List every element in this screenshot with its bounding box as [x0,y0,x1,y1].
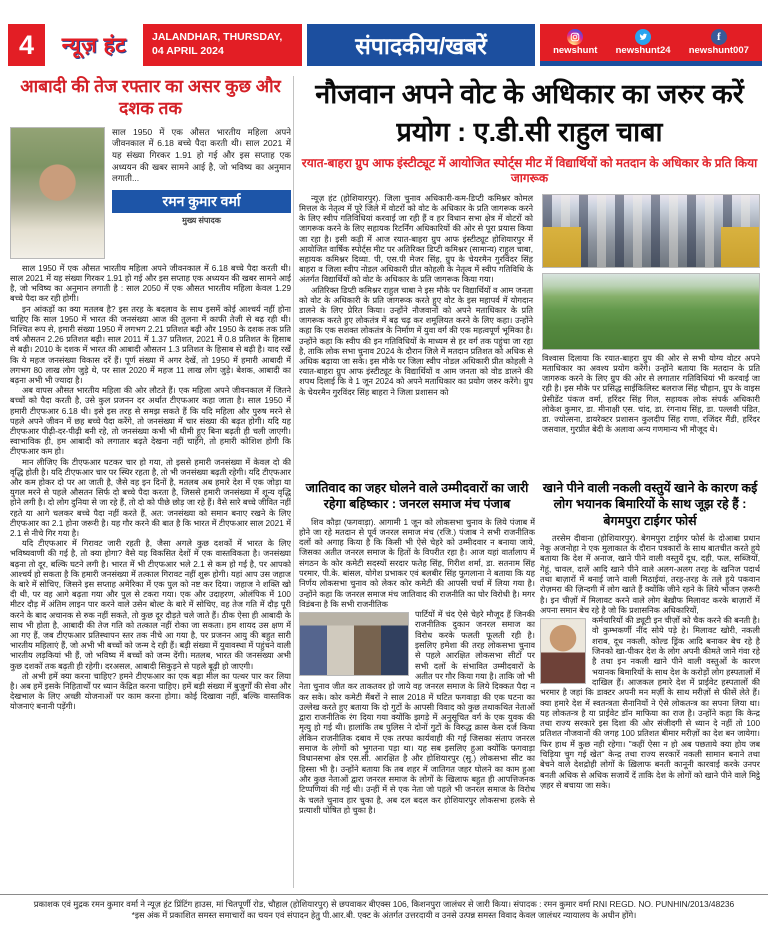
page-number: 4 [8,24,45,66]
instagram-handle: newshunt [553,45,598,57]
lead-continuation: विश्वास दिलाया कि रयात-बाहरा ग्रुप की ओर से सभी योग्य वोटर अपने मताधिकार का अवश्य प्रयोग करेंगे। उन्होंने बताया कि मतदान के प्रति जागरुक करने के लिए ग्रुप की ओर से लगातार गतिविधियां भी करवाई जा रही है। इस मौके पर प्रसिद्ध साईकिलिस्ट बलराज सिंह चौहान, ग्रुप के वाइस प्रेसीडेंट पंकज वर्मा, हरिंदर सिंह गिल, सहायक लोक संपर्क अधिकारी लोकेश कुमार, डा. मीनाक्षी एस. चांद, डा. रंगनाथ सिंह, डा. पल्लवी पंडित, डा. ज्योत्सना, डायरेक्टर प्रशासन कुलदीप सिंह राणा, रजिंदर मैंडी, हरिंदर जसवाल, गुरप्रीत बेदी के अलावा अन्य गणमान्य भी मौजूद थे। [542,353,760,435]
body-paragraph: तरसेम दीवाना (होशियारपुर). बेगमपुरा टाईगर फोर्स के दोआबा प्रधान नेकू अजनोहा ने एक मुलाकात के दौरान पत्रकारों के साथ बातचीत करते हुये बताया कि देश में अनाज, खाने पीने वाली वस्तुयें दूध, दही, फल, सब्जियों, गेहूं, चावल, दालें आदि खाने पीने वाले अलग-अलग तरह के खनिज पदार्थ तथा बाज़ारों में बनाई जाने वाली मिठाईयां, तरह-तरह के तले हुये पकवान रोज़मरा की ज़िन्दगी में लोग खाते हैं क्योंकि जीने रहने के लिये भोजन ज़रूरी है। इन चीज़ों में मिलावट करने वाले लोग बेख़ौफ मिलावट करके बाज़ारों में अपना समान बेच रहे है जो कि प्रशासनिक अधिकारियों, [540,533,760,615]
body-paragraph: न्यूज़ हंट (होशियारपुर). जिला चुनाव अधिकारी-कम-डिप्टी कमिश्नर कोमल मित्तल के नेतृत्व में पूरे जिले में वोटरों को वोट के अधिकार के प्रति जागरूक करने के लिए स्वीप गतिविधियां करवाई जा रही हैं व हर विधान सभा क्षेत्र में वोटरों को जागरूक करने के लिए सहायक रिटर्निंग अधिकारियों की ओर से पूरा प्रयास किया जा रहा है। इसी कड़ी में आज रयात-बाहरा ग्रुप आफ इंस्टीट्यूट होशियारपुर में आयोजित वार्षिक स्पोर्ट्स मीट पर अतिरिक्त डिप्टी कमिश्नर (सामान्य) राहुल चाबा, सहायक कमिश्नर दिव्या. पी, एस.पी मेजर सिंह, ग्रुप के चेयरमैन गुरविंदर सिंह बाहरा व जिला स्वीप नोडल अधिकारी प्रीत कोहली के नेतृत्व में स्वीप गतिविधि के अंतर्गत विद्यार्थियों को वोट के अधिकार के प्रति जागरूक किया गया। [299,193,533,285]
editorial-body [10,264,291,713]
imprint-footer [0,894,768,921]
imprint-line1: प्रकाशक एवं मुद्रक रमन कुमार वर्मा ने न्यूज़ हंट प्रिंटिंग हाउस, मां चितपूर्णी रोड, चौहाल (होशियारपुर) से छपवाकर बीएक्स 106, किशनपुरा जालंधर से जारी किया। संपादक : रमन कुमार वर्मा RNI REGD. NO. PUNHIN/2013/48236 [33,899,735,909]
body-paragraph: मान लीजिए कि टीएफआर घटकर चार हो गया, तो इससे हमारी जनसंख्या में केवल दो की वृद्धि होती है। यदि टीएफआर चार पर स्थिर रहता है, तो भी जनसंख्या बढ़ती रहेगी। यदि टीएफआर और कम होकर दो पर आ जाती है, जैसे वह इन दिनों है, मतलब अब हमारे देश में एक जोड़ा या युगल मरने से पहले औसतन सिर्फ दो बच्चे पैदा करता है, जिससे हमारी जनसंख्या में शून्य वृद्धि होने लगी है। दो लोग दुनिया से जा रहे हैं, तो दो को पीछे छोड़ जा रहे हैं। वैसे सारे बच्चे जीवित नहीं रहते या आगे चलकर बच्चे पैदा नहीं करते हैं, अत: जनसंख्या को समान बनाए रखने के लिए टीएफआर का 2.1 होना जरूरी है। यह गौर करने की बात है कि भारत में टीएफआर साल 2021 में 2.1 से नीचे गिर गया है। [10,457,291,539]
twitter-handle: newshunt24 [615,45,671,57]
body-paragraph: पार्टियों में चंद ऐसे चेहरे मौजूद हैं जिनकी राजनीतिक दुकान जनरल समाज का विरोध करके फलती फूलती रही है। इसलिए हमेशा की तरह लोकसभा चुनाव से पहले आरक्षित लोकसभा सीटों पर सभी दलों के संभावित उम्मीदवारों के अतीत पर गौर किया गया है। ताकि जो भी नेता चुनाव जीत कर ताकतवर हो जाये वह जनरल समाज के लिये दिक्कत पैदा न कर सके। कोर कमेटी मैंबरों ने साल 2018 में घटित फगवाड़ा की एक घटना का उल्लेख करते हुए बताया कि दो गुटों के आपसी विवाद को कुछ तथाकथित नेताओं द्वारा राजनीतिक रंग दिया गया क्योंकि झगड़े में अनुसूचित वर्ग के एक युवक की मृत्यु हो गई थी। हालांकि तब पुलिस ने दोनों गुटों के विरुद्ध क्रास केस दर्ज किया लेकिन राजनीतिक दबाव में एक तरफा कार्यवाही की गई जिसका संताप जनरल समाज के लोगों को भुगतना पड़ा था। यह सब इसलिए हुआ क्योंकि फगवाड़ा विधानसभा क्षेत्र एस.सी. आरक्षित है और होशियारपुर (सु.) लोकसभा सीट का हिस्सा भी है। उन्होंने बताया कि तब शहर में जातिगत जहर घोलने का काम हुआ और कुछ नेताओं द्वारा जनरल समाज के लोगों के खिलाफ बहुत ही आपत्तिजनक टिप्पणियां की गई थी। उन्हीं में से एक नेता जो पहले भी जनरल समाज के विरोध के चलते चुनाव हार चुका है, अब दल बदल कर होशियारपुर लोकसभा हलके से प्रत्याशी घोषित हो चुका है। [299,610,535,815]
committee-members-photo [299,612,409,676]
body-paragraph: शिव कौड़ा (फगवाड़ा). आगामी 1 जून को लोकसभा चुनाव के लिये पंजाब में होने जा रहे मतदान से पूर्व जनरल समाज मंच (रजि.) पंजाब ने सभी राजनीतिक दलों को अगाह किया है कि किसी भी ऐसे चेहरे को उम्मीदवार न बनाया जाये, जिसका अतीत जनरल समाज के हितों के विपरीत रहा है। आज यहां वार्तालाप में संगठन के कोर कमेटी सदस्यों सरदार फतेह सिंह, गिरीश शर्मा, डा. सतनाम सिंह परमार, पी.के. बांसल, योगेश प्रभाकर एवं बलबीर सिंह फुगलाना ने बताया कि यह निर्णय लोकसभा चुनाव को लेकर कोर कमेटी की आपसी चर्चा में लिया गया है। उन्होंने कहा कि जनरल समाज मंच जातिवाद की राजनीति का घोर विरोधी है। मगर विडंबना है कि सभी राजनीतिक [299,517,535,609]
body-paragraph: अतिरिक्त डिप्टी कमिश्नर राहुल चाबा ने इस मौके पर विद्यार्थियों व आम जनता को वोट के अधिकारी के प्रति जागरूक करते हुए वोट के इस महापर्व में योगदान डालने के लिए प्रेरित किया। उन्होंने नौजवानों को अपने मताधिकार के प्रति जागरूक करते हुए लोकतंत्र में बढ़ चढ़ कर शमूलियत करने के लिए कहा। उन्होंने कहा कि एक सशक्त लोकतंत्र के निर्माण में युवा वर्ग की एक महत्वपूर्ण भूमिका है। उन्होंने कहा कि स्वीप की इन गतिविधियों के माध्यम से हर वर्ग तक पहुंचा जा रहा है, ताकि लोक सभा चुनाव 2024 के दौरान जिले में मतदान प्रतिशत को अधिक से अधिक बढ़ाया जा सके। इस मौके पर जिला स्वीप नोडल अधिकारी प्रीत कोहली ने रयात-बाहरा ग्रुप आफ इंस्टीट्यूट के विद्यार्थियों व आम जनता को वोड डालने की शपथ दिलाई कि वे 1 जून 2024 को अपने मताधिकार का प्रयोग जरुर करेंगे। ग्रुप के चेयरमैन गुरविंदर सिंह बाहरा ने जिला प्रशासन को [299,285,533,397]
section-title: संपादकीय/खबरें [307,24,535,66]
body-paragraph: यदि टीएफआर में गिरावट जारी रहती है, जैसा अगले कुछ दशकों में भारत के लिए भविष्यवाणी की गई है, तो क्या होगा? वैसे यह विकसित देशों में एक वास्तविकता है। जनसंख्या बढ़ना तो दूर, बल्कि घटने लगी है। भारत में भी टीएफआर भले 2.1 से कम हो गई है, पर आपको आश्चर्य हो सकता है कि हमारी जनसंख्या में तत्काल गिरावट नहीं शुरू होगी। यहां आप उस जहाज के बारे में सोचिए, जिसने इस सप्ताह अमेरिका में एक पुल को नष्ट कर दिया। जहाज ने शक्ति खो दी थी, पर वह आगे बढ़ता गया और पुल से टकरा गया। एक और उदाहरण, ओलंपिक में 100 मीटर दौड़ में अंतिम लाइन पार करने वाले उसेन बोल्ट के बारे में सोचिए, वह तेज गति में दौड़ पूरी करने के बाद अचानक से रुक नहीं सकते, तो कुछ दूर दौड़ते चले जाते हैं। ठीक ऐसा ही आबादी के साथ भी होता है, आबादी की तेज गति को तत्काल नहीं रोका जा सकता। हम शायद उस क्षण में आ गए हैं, जब टीएफआर प्रतिस्थापन स्तर तक नीचे आ गया है, पर प्रजनन आयु की बहुत सारी भारतीय महिलाएं हैं, जो अभी भी बच्चों को जन्म दे रही हैं। बड़ी संख्या में युवावस्था में पहुंचने वाली भारतीय लड़कियां भी हैं, जो भविष्य में बच्चों को जन्म देंगी। मतलब, भारत की जनसंख्या अभी कुछ दशकों तक बढ़ती ही रहेगी। दरअसल, आबादी सिकुड़ने से पहले बूढ़ी हो जाएगी। [10,539,291,671]
body-paragraph: साल 1950 में एक औसत भारतीय महिला अपने जीवनकाल में 6.18 बच्चे पैदा करती थी। साल 2021 में यह संख्या गिरकर 1.91 हो गई और इस सप्ताह एक अध्ययन की खबर सामने आई है, जो भविष्य का अनुमान लगाती है : साल 2050 में एक औसत भारतीय महिला केवल 1.29 बच्चे पैदा कर रही होगी। [10,263,291,304]
editorial-intro-text: साल 1950 में एक औसत भारतीय महिला अपने जीवनकाल में 6.18 बच्चे पैदा करती थी। साल 2021 में यह संख्या गिरकर 1.91 हो गई और इस सप्ताह एक अध्ययन की खबर सामने आई है, जो भविष्य का अनुमान लगाती... [112,126,291,184]
imprint-line2: *इस अंक में प्रकाशित समस्त समाचारों का चयन एवं संपादन हेतु पी.आर.बी. एक्ट के अंतर्गत उत्तरदायी व उनसे उत्पन्न समस्त विवाद केवल जालंधर न्यायालय के अधीन होंगे। [131,910,637,920]
editor-role: मुख्य संपादक [182,215,221,225]
story2-body [299,518,535,817]
lead-story [299,76,760,480]
lead-subheadline: रयात-बाहरा ग्रुप आफ इंस्टीट्यूट में आयोजित स्पोर्ट्स मीट में विद्यार्थियों को मतदान के अधिकार के प्रति किया जागरूक [301,155,758,186]
editor-name-banner: रमन कुमार वर्मा [112,190,291,213]
social-strip [540,24,762,66]
lead-headline: नौजवान अपने वोट के अधिकार का जरुर करें प्रयोग : ए.डी.सी राहुल चाबा [315,79,744,147]
editor-photo [10,127,105,259]
story-caste-politics [299,480,535,890]
social-instagram [553,29,597,56]
editorial-intro-row [10,127,291,259]
lead-columns [299,194,760,436]
speaker-portrait-photo [540,618,586,684]
dateline-date: 04 APRIL 2024 [152,45,224,57]
facebook-handle: newshunt007 [688,45,749,57]
editorial-column [10,76,291,888]
story3-headline: खाने पीने वाली नकली वस्तुयें खाने के कारण कई लोग भयानक बिमारियों के साथ जूझ रहे हैं : बेगमपुरा टाईगर फोर्स [542,481,758,528]
body-paragraph: अब वापस औसत भारतीय महिला की ओर लौटते हैं। एक महिला अपने जीवनकाल में जितने बच्चों को पैदा करती है, उसे कुल प्रजनन दर अर्थात टीएफआर कहा जाता है। साल 1950 में हमारी टीएफआर 6.18 थी। इसे इस तरह से समझ सकते हैं कि यदि महिला और पुरुष मरने से पहले अपने जीवन में छह बच्चे पैदा करेंगे, तो जनसंख्या में चार संख्या की बढ़त होगी। यदि यह टीएफआर पीढ़ी-दर-पीढ़ी बनी रहे, तो जनसंख्या कभी भी धीमी हुए बिना बढ़ती ही चली जाएगी। स्वाभाविक ही, हम आबादी को लगातार बढ़ते देखना नहीं चाहेंगे, तो हमारी कोशिश होगी कि टीएफआर कम हो। [10,386,291,457]
body-paragraph: कर्मचारियों की ड्यूटी इन चीज़ों को चैक करने की बनती है। वो कुम्भकर्णी नींद सोये पड़े हे। मिलावट खोरी, नकली शराब, दूध नकली, कोल्ड ड्रिंक आदि बनाकर बेच रहे है जिनको खा-पीकर देश के लोग अपनी कीमते जाने गंवा रहे है तथा इन नकली खाने पीने वाली वस्तुओं के कारण भयानक बिमारियों के साथ देश के करोड़ों लोग हस्पतालों में दाखिल हैं। आजकल हमारे देश में प्राईवेट हस्पतालों की भरमार है जहां कि डाक्टर अपनी मन मर्ज़ी के साथ मरीज़ों से फीसें लेते हैं। क्या हमारे देश में स्वतन्त्रता सैनानियों ने ऐसे लोकतन्त्र का सपना लिया था। यह लोकतन्त्र है या प्राईवेट डॉन माफिया का राज है। उन्होंने कहा कि केन्द्र तथा राज्य सरकारे इस दिशा की ओर संजीदगी से ध्यान दे नहीं तो 100 प्रतिशत नौजवानों की जगह 100 प्रतिशत बीमार मरीज़ों का देश बन जायेगा। फिर हाथ में कुछ नही रहेगा। ''कहीं ऐसा न हो अब पछताये क्या होय जब चिड़िया चुग गई खेत'' केन्द्र तथा राज्य सरकारें नकली सामान बनाने तथा बेचने वाले देशद्रोही लोगों के ख़िलाफ बनती कानूनी कारवाई करके उनपर बनती अधिक से अधिक सजायें दें ताकि देश के लोगों को खाने पीने वाले मिट्ठे ज़हर से बचाया जा सके। [540,616,760,790]
story3-body [540,534,760,791]
body-paragraph: इन आंकड़ों का क्या मतलब है? इस तरह के बदलाव के साथ इसमें कोई आश्चर्य नहीं होना चाहिए कि साल 1950 में भारत की जनसंख्या आज की तुलना में काफी तेजी से बढ़ रही थी। निश्चित रूप से, हमारी संख्या 1950 में लगभग 2.21 प्रतिशत बढ़ी और 1950 के दशक तक प्रति वर्ष औसतन 2.26 प्रतिशत बढ़ी। साल 2011 में 1.37 प्रतिशत, 2021 में 0.8 प्रतिशत के हिसाब से बढ़ी। 2010 के दशक में भारत की आबादी औसतन 1.3 प्रतिशत के हिसाब से बढ़ी है। याद रखें कि ये महज जनसंख्या विकास दरें हैं। पूर्ण संख्या में अगर देखें, तो 1950 में हमारी आबादी में लगभग 80 लाख लोग जुड़े थे, पर साल 2020 में महज 11 लाख लोग जुड़े। बेशक, आबादी का बढ़ना अभी भी ज्यादा है। [10,304,291,385]
social-twitter [616,29,671,56]
masthead [8,24,762,66]
lead-text-column [299,194,533,436]
body-paragraph: तो अभी हमें क्या करना चाहिए? हमने टीएफआर का एक बड़ा मील का पत्थर पार कर लिया है। अब हमें इसके निहितार्थों पर ध्यान केंद्रित करना चाहिए। हमें बड़ी संख्या में बुजुर्गों की सेवा और देखभाल के लिए अच्छी योजनाओं पर काम करना होगा। कोई दिखावा नहीं, बल्कि वास्तविक योजनाएं बनानी पड़ेंगी। [10,671,291,712]
sports-ground-photo [542,273,760,350]
story-fake-food [540,480,760,890]
column-divider [293,76,294,888]
dateline-city-day: JALANDHAR, THURSDAY, [152,31,283,44]
dateline [143,24,302,66]
story2-headline: जातिवाद का जहर घोलने वाले उम्मीदवारों का जारी रहेगा बहिष्कार : जनरल समाज मंच पंजाब [305,481,529,512]
twitter-icon [635,29,651,45]
editorial-headline: आबादी की तेज रफ्तार का असर कुछ और दशक तक [20,76,281,118]
social-facebook [689,29,749,56]
facebook-icon: f [711,29,727,45]
newspaper-logo: न्यूज़ हंट [61,34,127,57]
editorial-intro-block [112,127,291,259]
lead-photo-column [542,194,760,436]
instagram-icon [567,29,583,45]
pledge-ceremony-photo [542,194,760,268]
